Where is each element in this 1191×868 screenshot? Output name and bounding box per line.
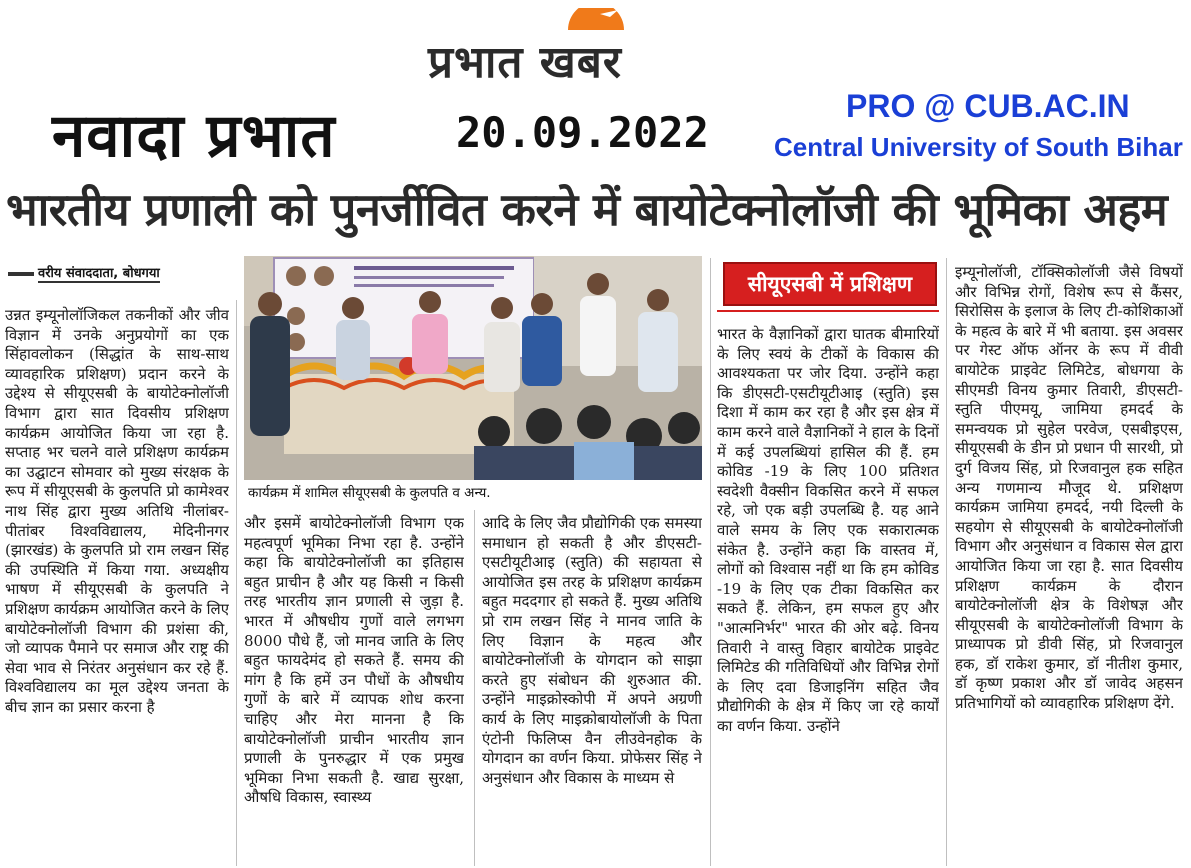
edition-name: नवादा प्रभात <box>52 101 336 171</box>
logo-text: प्रभात खबर <box>428 37 622 88</box>
column-divider <box>474 510 475 866</box>
column-text: आदि के लिए जैव प्रौद्योगिकी एक समस्या समाधान हो सकती है और डीएसटी- एसटीयूटीआइ (स्तुति) की सहायता से आयोजित इस तरह के प्रशिक्षण कार्यक्रम बहुत मददगार हो सकते हैं. मुख्य अतिथि प्रो राम लखन सिंह ने मानव जाति के लिए विज्ञान के महत्व और बायोटेक्नोलॉजी के योगदान को साझा करते हुए संबोधन की शुरुआत की. उन्होंने माइक्रोस्कोपी में अपने अग्रणी कार्य के लिए माइक्रोबायोलॉजी के पिता एंटोनी फिलिप्स वैन लीउवेनहोक के योगदान का वर्णन किया. प्रोफेसर सिंह ने अनुसंधान और विकास के माध्यम से <box>482 514 702 787</box>
column-text: भारत के वैज्ञानिकों द्वारा घातक बीमारियों के लिए स्वयं के टीकों के विकास की आवश्यकता पर जोर दिया. उन्होंने कहा कि डीएसटी-एसटीयूटीआइ (स्तुति) इस दिशा में काम कर रहा है और इस क्षेत्र में काम करने वाले वैज्ञानिकों ने हाल के दिनों में कई उपलब्धियां हासिल की हैं. हम कोविड -19 के लिए 100 प्रतिशत स्वदेशी वैक्सीन विकसित करने में सफल रहे, जो एक बड़ी उपलब्धि है. यह आने वाले समय के लिए एक सकारात्मक संकेत है. उन्होंने कहा कि वास्तव में, लोगों को विश्वास नहीं था कि हम कोविड -19 के लिए एक टीका विकसित कर सकते हैं. लेकिन, हम सफल हुए और "आत्मनिर्भर" भारत की ओर बढ़े. विनय तिवारी ने वास्तु विहार बायोटेक प्राइवेट लिमिटेड की गतिविधियों और विभिन्न रोगों के लिए दवा डिजाइनिंग सहित जैव प्रौद्योगिकी के क्षेत्र में किए जा रहे कार्यों का वर्णन किया. उन्होंने <box>717 325 939 735</box>
article-column-3 <box>482 514 702 866</box>
event-photo <box>244 256 702 480</box>
article-column-1 <box>5 306 229 866</box>
column-divider <box>710 258 711 866</box>
column-divider <box>236 300 237 866</box>
event-photo-illustration <box>244 256 702 480</box>
byline-marker <box>8 272 34 276</box>
column-text: इम्यूनोलॉजी, टॉक्सिकोलॉजी जैसे विषयों और विभिन्न रोगों, विशेष रूप से कैंसर, सिरोसिस के इलाज के लिए टी-कोशिकाओं के महत्व के बारे में भी बताया. इस अवसर पर गेस्ट ऑफ ऑनर के रूप में वीवी बायोटेक प्राइवेट लिमिटेड, बोधगया के सीएमडी विनय कुमार तिवारी, डीएसटी-स्तुति पीएमयू, जामिया हमदर्द के समन्वयक प्रो सुहेल परवेज, एसबीइएस, सीयूएसबी के डीन प्रो प्रधान पी सारथी, प्रो दुर्ग विजय सिंह, प्रो रिजवानुल हक सहित अन्य गणमान्य मौजूद थे. प्रशिक्षण कार्यक्रम जामिया हमदर्द, नयी दिल्ली के सहयोग से सीयूएसबी के बायोटेक्नोलॉजी विभाग और अनुसंधान व विकास सेल द्वारा आयोजित किया जा रहा है. सात दिवसीय प्रशिक्षण कार्यक्रम के दौरान बायोटेक्नोलॉजी क्षेत्र के विशेषज्ञ और सीयूएसबी के बायोटेक्नोलॉजी विभाग के प्राध्यापक प्रो डीवी सिंह, प्रो रिजवानुल हक, डॉ राकेश कुमार, डॉ नीतीश कुमार, डॉ कृष्ण प्रकाश और डॉ जावेद अहसन प्रतिभागियों को व्यावहारिक प्रशिक्षण देंगे. <box>955 263 1183 713</box>
column-divider <box>946 258 947 866</box>
byline: वरीय संवाददाता, बोधगया <box>38 263 160 283</box>
newspaper-logo <box>428 8 708 90</box>
article-headline: भारतीय प्रणाली को पुनर्जीवित करने में बायोटेक्नोलॉजी की भूमिका अहम <box>6 183 1168 236</box>
section-tag: सीयूएसबी में प्रशिक्षण <box>723 262 937 306</box>
column-text: और इसमें बायोटेक्नोलॉजी विभाग एक महत्वपूर्ण भूमिका निभा रहा है. उन्होंने कहा कि बायोटेक्नोलॉजी का इतिहास बहुत प्राचीन है और यह किसी न किसी तरह भारतीय ज्ञान प्रणाली से जुड़ा है. भारत में औषधीय गुणों वाले लगभग 8000 पौधे हैं, जो मानव जाति के लिए बहुत फायदेमंद हो सकते हैं. समय की मांग है कि हमें उन पौधों के औषधीय गुणों के बारे में व्यापक शोध करना चाहिए और मेरा मानना है कि बायोटेक्नोलॉजी प्राचीन भारतीय ज्ञान प्रणाली के पुनरुद्धार में एक प्रमुख भूमिका निभा सकती है. खाद्य सुरक्षा, औषधि विकास, स्वास्थ्य <box>244 514 464 807</box>
article-column-2 <box>244 514 464 866</box>
university-name: Central University of South Bihar <box>774 132 1183 162</box>
article-column-5 <box>955 263 1183 866</box>
section-tag-underline <box>717 310 939 312</box>
pro-email: PRO @ CUB.AC.IN <box>846 88 1130 124</box>
publication-date: 20.09.2022 <box>456 108 709 157</box>
photo-caption: कार्यक्रम में शामिल सीयूएसबी के कुलपति व अन्य. <box>248 485 491 501</box>
article-column-4 <box>717 325 939 866</box>
sun-logo-icon <box>564 8 628 30</box>
column-text: उन्नत इम्यूनोलॉजिकल तकनीकों और जीव विज्ञान में उनके अनुप्रयोगों का एक सिंहावलोकन (सिद्धांत के साथ-साथ व्यावहारिक प्रशिक्षण) प्रदान करने के उद्देश्य से सीयूएसबी के बायोटेक्नोलॉजी विभाग द्वारा सात दिवसीय प्रशिक्षण कार्यक्रम आयोजित किया जा रहा है. सप्ताह भर चलने वाले प्रशिक्षण कार्यक्रम का उद्घाटन सोमवार को मुख्य संरक्षक के रूप में सीयूएसबी के कुलपति प्रो कामेश्वर नाथ सिंह द्वारा मुख्य अतिथि नीलांबर-पीतांबर विश्वविद्यालय, मेदिनीनगर (झारखंड) के कुलपति प्रो राम लखन सिंह की उपस्थिति में किया गया. अध्यक्षीय भाषण में सीयूएसबी के कुलपति ने प्रशिक्षण कार्यक्रम आयोजित करने के लिए बायोटेक्नोलॉजी विभाग की प्रशंसा की, जो व्यापक पैमाने पर समाज और राष्ट्र की सेवा भाव से निरंतर अनुसंधान कर रहे हैं. विश्वविद्यालय का मूल उद्देश्य जनता के बीच ज्ञान का प्रसार करना है <box>5 306 229 716</box>
